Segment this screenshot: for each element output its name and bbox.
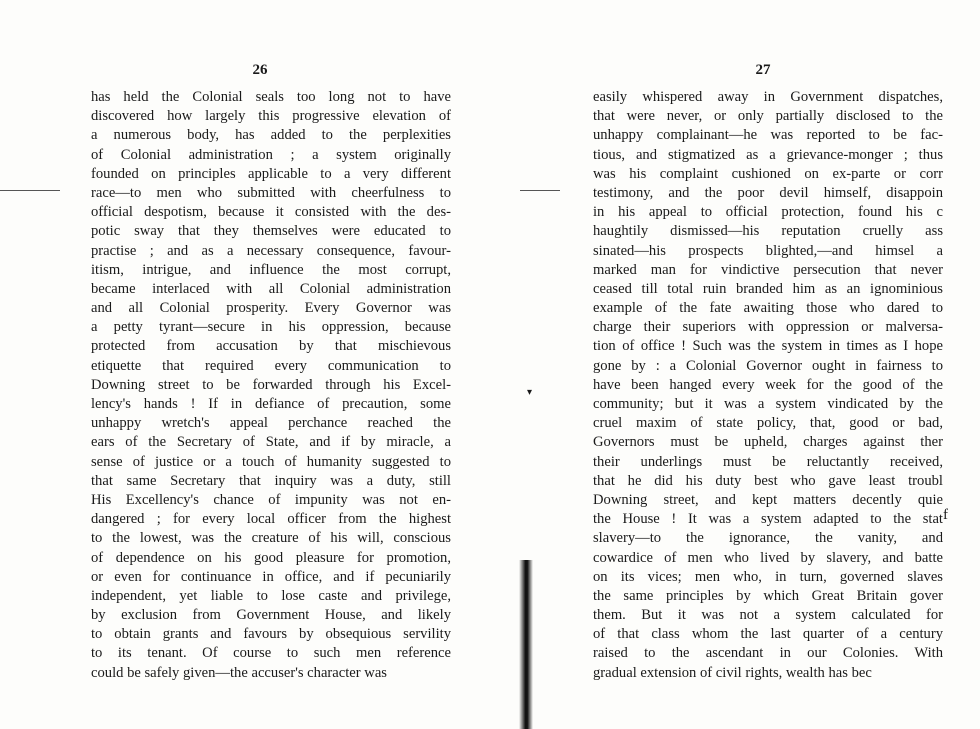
left_page-text-line: that same Secretary that inquiry was a duty, still xyxy=(91,472,451,489)
left_page-text-line: a numerous body, has added to the perplexities xyxy=(91,127,451,144)
right_page-text-line: cruel maxim of state policy, that, good or bad, xyxy=(593,415,943,432)
left_page-text-line: practise ; and as a necessary consequence, favour- xyxy=(91,242,451,259)
left_page-text-line: founded on principles applicable to a very different xyxy=(91,165,451,182)
gutter-mark-icon: ▾ xyxy=(527,387,533,398)
right_page-text-line: example of the fate awaiting those who dared to xyxy=(593,300,943,317)
right_page-text-line: Governors must be upheld, charges against ther xyxy=(593,434,943,451)
left_page-text-line: official despotism, because it consisted with the des- xyxy=(91,204,451,221)
left_page-text-line: discovered how largely this progressive elevation of xyxy=(91,108,451,125)
right_page-text-line: tious, and stigmatized as a grievance-monger ; thus xyxy=(593,146,943,163)
right_page-text-line: sinated—his prospects blighted,—and himsel a xyxy=(593,242,943,259)
left_page-text-line: independent, yet liable to lose caste and privilege, xyxy=(91,587,451,604)
right_page-text-line: raised to the ascendant in our Colonies. With xyxy=(593,645,943,662)
right_page-text-line: gradual extension of civil rights, wealth has bec xyxy=(593,664,872,681)
right_page-text-line: ceased till total ruin branded him as an ignominious xyxy=(593,280,943,297)
left_page-text-line: and all Colonial prosperity. Every Governor was xyxy=(91,300,451,317)
left_page-text-line: unhappy wretch's appeal perchance reached the xyxy=(91,415,451,432)
left_page-text-line: Downing street to be forwarded through his Excel- xyxy=(91,376,451,393)
right_page-text-line: slavery—to the ignorance, the vanity, and xyxy=(593,530,943,547)
right_page-text-line: cowardice of men who lived by slavery, and batte xyxy=(593,549,943,566)
left_page-text-line: could be safely given—the accuser's character was xyxy=(91,664,387,681)
stray-glyph: f xyxy=(943,507,948,523)
left_page-text-line: itism, intrigue, and influence the most corrupt, xyxy=(91,261,451,278)
right_page-text-line: their underlings must be reluctantly received, xyxy=(593,453,943,470)
left_page-text-line: ears of the Secretary of State, and if by miracle, a xyxy=(91,434,451,451)
left_page-text-line: protected from accusation by that mischievous xyxy=(91,338,451,355)
right_page-text-line: community; but it was a system vindicated by the xyxy=(593,396,943,412)
right_page-text-line: was his complaint cushioned on ex-parte or corr xyxy=(593,165,943,182)
right_page-text-line: of that class whom the last quarter of a century xyxy=(593,626,943,643)
left_page-text-line: by exclusion from Government House, and likely xyxy=(91,607,451,624)
right-page-number: 27 xyxy=(755,62,771,78)
right-page-text xyxy=(593,88,943,683)
left_page-text-line: lency's hands ! If in defiance of precaution, some xyxy=(91,396,451,412)
left_page-text-line: sense of justice or a touch of humanity suggested to xyxy=(91,453,451,470)
left_page-text-line: of dependence on his good pleasure for promotion, xyxy=(91,549,451,566)
right_page-text-line: easily whispered away in Government dispatches, xyxy=(593,89,943,105)
right_page-text-line: the same principles by which Great Britain gover xyxy=(593,587,943,604)
left_page-text-line: has held the Colonial seals too long not to have xyxy=(91,89,451,105)
left-page-number: 26 xyxy=(252,62,268,78)
right_page-text-line: them. But it was not a system calculated for xyxy=(593,607,943,624)
right_page-text-line: have been hanged every week for the good of the xyxy=(593,376,943,393)
right_page-text-line: tion of office ! Such was the system in times as I hope xyxy=(593,338,943,355)
right_page-text-line: testimony, and the poor devil himself, disappoin xyxy=(593,184,943,201)
left-page-text xyxy=(91,88,451,683)
left_page-text-line: to obtain grants and favours by obsequious servility xyxy=(91,626,451,643)
left_page-text-line: dangered ; for every local officer from the highest xyxy=(91,511,451,528)
left_page-text-line: potic sway that they themselves were educated to xyxy=(91,223,451,240)
right_page-text-line: the House ! It was a system adapted to the stat xyxy=(593,511,943,528)
left_page-text-line: race—to men who submitted with cheerfulness to xyxy=(91,184,451,201)
right-page xyxy=(490,0,980,729)
right_page-text-line: gone by : a Colonial Governor ought in fairness to xyxy=(593,357,943,374)
left_page-text-line: His Excellency's chance of impunity was not en- xyxy=(91,491,451,508)
left_page-text-line: to its tenant. Of course to such men reference xyxy=(91,645,451,662)
left-margin-rule xyxy=(0,190,60,191)
right_page-text-line: marked man for vindictive persecution that never xyxy=(593,261,943,278)
left_page-text-line: a petty tyrant—secure in his oppression, because xyxy=(91,319,451,336)
right_page-text-line: that he did his duty best who gave least troubl xyxy=(593,472,943,489)
right_page-text-line: Downing street, and kept matters decently quie xyxy=(593,491,943,508)
right_page-text-line: that were never, or only partially disclosed to the xyxy=(593,108,943,125)
right_page-text-line: charge their superiors with oppression or malversa- xyxy=(593,319,943,336)
left_page-text-line: etiquette that required every communication to xyxy=(91,357,451,374)
right_page-text-line: haughtily dismissed—his reputation cruelly ass xyxy=(593,223,943,240)
right_page-text-line: unhappy complainant—he was reported to be fac- xyxy=(593,127,943,144)
left_page-text-line: to the lowest, was the creature of his will, conscious xyxy=(91,530,451,547)
left_page-text-line: became interlaced with all Colonial administration xyxy=(91,280,451,297)
left_page-text-line: of Colonial administration ; a system originally xyxy=(91,146,451,163)
right_page-text-line: in his appeal to official protection, found his c xyxy=(593,204,943,221)
left_page-text-line: or even for continuance in office, and if pecuniarily xyxy=(91,568,451,585)
right_page-text-line: on its vices; men who, in turn, governed slaves xyxy=(593,568,943,585)
